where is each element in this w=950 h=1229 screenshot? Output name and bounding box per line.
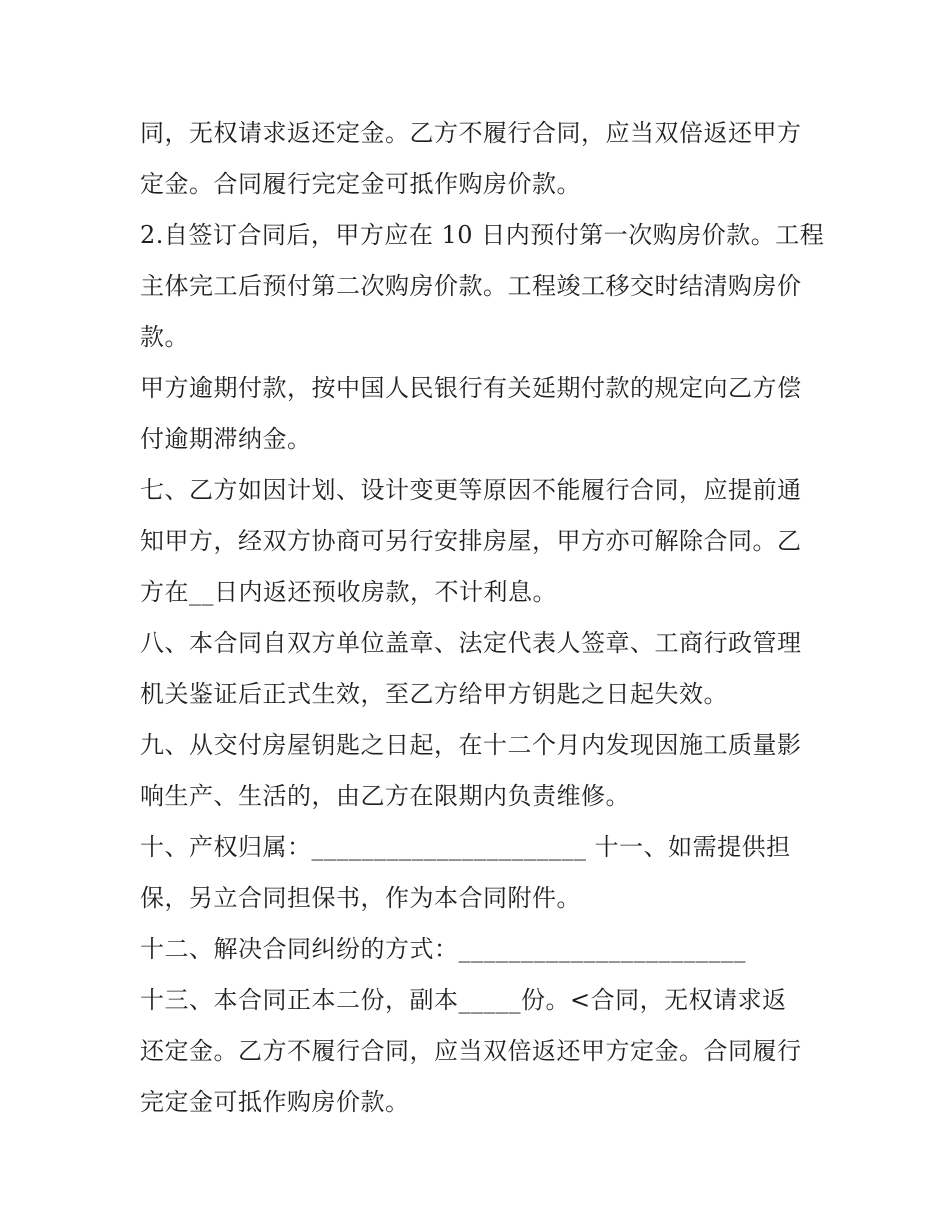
text-line: 同，无权请求返还定金。乙方不履行合同，应当双倍返还甲方 xyxy=(140,119,802,147)
text-line: 保，另立合同担保书，作为本合同附件。 xyxy=(140,884,581,912)
text-line: 付逾期滞纳金。 xyxy=(140,425,312,453)
text-line: 款。 xyxy=(140,323,189,351)
text-line: 十、产权归属：______________________ 十一、如需提供担 xyxy=(140,833,791,861)
text-line: 响生产、生活的，由乙方在限期内负责维修。 xyxy=(140,782,630,810)
text-line: 2.自签订合同后，甲方应在 10 日内预付第一次购房价款。工程 xyxy=(140,221,825,249)
text-line: 机关鉴证后正式生效，至乙方给甲方钥匙之日起失效。 xyxy=(140,680,728,708)
text-line: 十三、本合同正本二份，副本_____份。<合同，无权请求返 xyxy=(140,986,787,1014)
text-line: 甲方逾期付款，按中国人民银行有关延期付款的规定向乙方偿 xyxy=(140,374,802,402)
text-line: 七、乙方如因计划、设计变更等原因不能履行合同，应提前通 xyxy=(140,476,802,504)
text-line: 八、本合同自双方单位盖章、法定代表人签章、工商行政管理 xyxy=(140,629,802,657)
text-line: 定金。合同履行完定金可抵作购房价款。 xyxy=(140,170,581,198)
text-line: 方在__日内返还预收房款，不计利息。 xyxy=(140,578,557,606)
text-line: 还定金。乙方不履行合同，应当双倍返还甲方定金。合同履行 xyxy=(140,1037,802,1065)
contract-body xyxy=(140,108,825,1128)
text-line: 十二、解决合同纠纷的方式：_______________________ xyxy=(140,935,746,963)
text-line: 九、从交付房屋钥匙之日起，在十二个月内发现因施工质量影 xyxy=(140,731,802,759)
text-line: 主体完工后预付第二次购房价款。工程竣工移交时结清购房价 xyxy=(140,272,802,300)
text-line: 完定金可抵作购房价款。 xyxy=(140,1088,410,1116)
text-line: 知甲方，经双方协商可另行安排房屋，甲方亦可解除合同。乙 xyxy=(140,527,802,555)
